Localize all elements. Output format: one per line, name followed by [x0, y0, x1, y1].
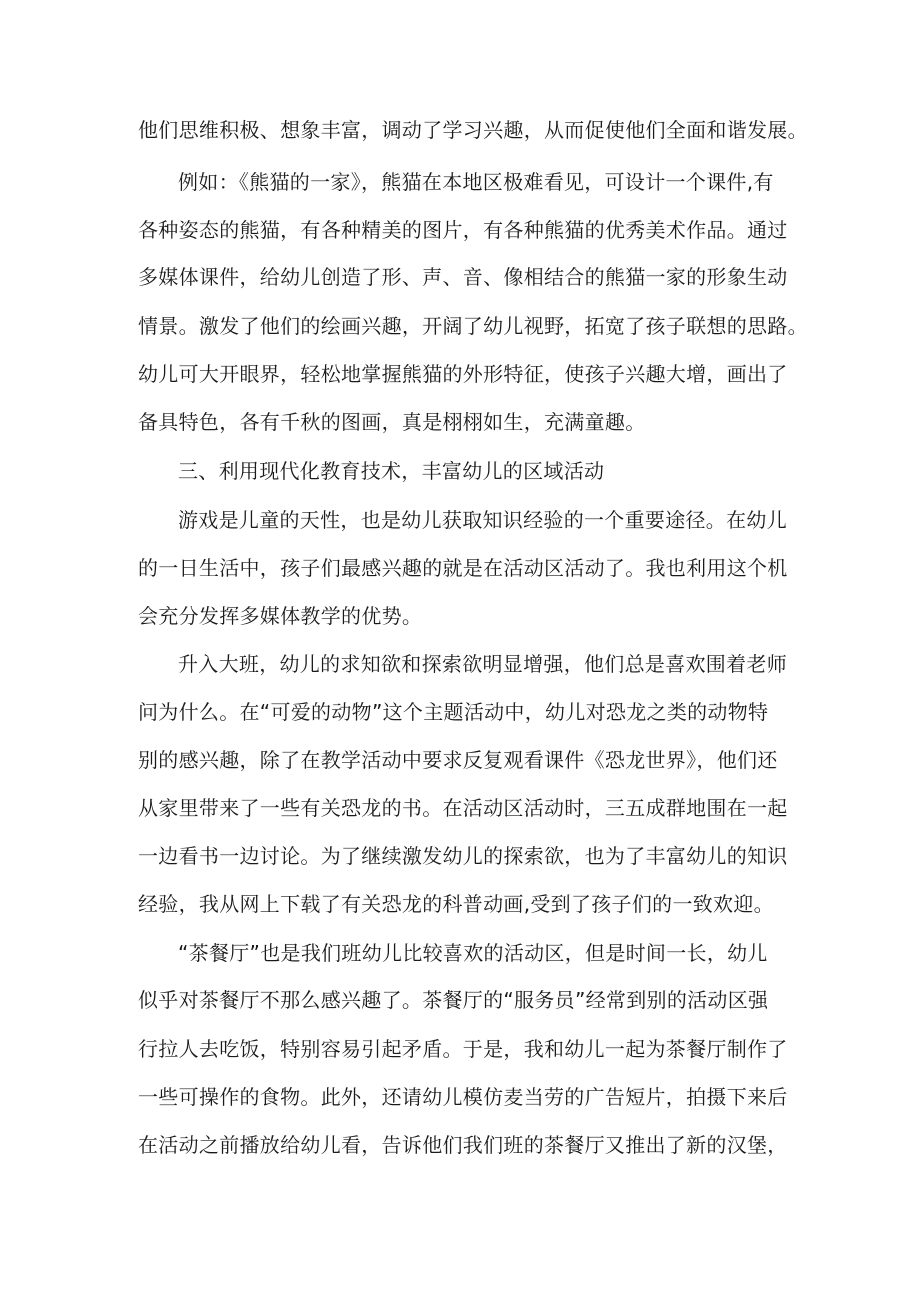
text-line: 似乎对茶餐厅不那么感兴趣了。茶餐厅的“服务员”经常到别的活动区强 — [138, 988, 769, 1012]
text-line: 别的感兴趣，除了在教学活动中要求反复观看课件《恐龙世界》，他们还 — [138, 748, 778, 772]
text-line: 经验，我从网上下载了有关恐龙的科普动画,受到了孩子们的一致欢迎。 — [138, 892, 774, 916]
text-line: 各种姿态的熊猫，有各种精美的图片，有各种熊猫的优秀美术作品。通过 — [138, 218, 788, 242]
text-line: 行拉人去吃饭，特别容易引起矛盾。于是，我和幼儿一起为茶餐厅制作了 — [138, 1037, 788, 1061]
text-line: “茶餐厅”也是我们班幼儿比较喜欢的活动区，但是时间一长，幼儿 — [178, 941, 768, 965]
text-line: 例如：《熊猫的一家》，熊猫在本地区极难看见，可设计一个课件,有 — [178, 170, 774, 194]
text-line: 备具特色，各有千秋的图画，真是栩栩如生，充满童趣。 — [138, 410, 646, 434]
text-line: 多媒体课件，给幼儿创造了形、声、音、像相结合的熊猫一家的形象生动 — [138, 265, 788, 289]
text-line: 会充分发挥多媒体教学的优势。 — [138, 604, 423, 628]
text-line: 问为什么。在“可爱的动物”这个主题活动中，幼儿对恐龙之类的动物特 — [138, 700, 769, 724]
text-line: 一些可操作的食物。此外，还请幼儿模仿麦当劳的广告短片，拍摄下来后 — [138, 1085, 788, 1109]
text-line: 在活动之前播放给幼儿看，告诉他们我们班的茶餐厅又推出了新的汉堡， — [138, 1133, 788, 1157]
text-line: 的一日生活中，孩子们最感兴趣的就是在活动区活动了。我也利用这个机 — [138, 556, 788, 580]
text-line: 幼儿可大开眼界，轻松地掌握熊猫的外形特征，使孩子兴趣大增，画出了 — [138, 362, 788, 386]
text-line: 从家里带来了一些有关恐龙的书。在活动区活动时，三五成群地围在一起 — [138, 796, 788, 820]
text-line: 游戏是儿童的天性，也是幼儿获取知识经验的一个重要途径。在幼儿 — [178, 508, 787, 532]
text-line: 情景。激发了他们的绘画兴趣，开阔了幼儿视野，拓宽了孩子联想的思路。 — [138, 314, 808, 338]
text-line: 一边看书一边讨论。为了继续激发幼儿的探索欲，也为了丰富幼儿的知识 — [138, 844, 788, 868]
section-heading: 三、利用现代化教育技术，丰富幼儿的区域活动 — [178, 459, 605, 483]
text-line: 升入大班，幼儿的求知欲和探索欲明显增强，他们总是喜欢围着老师 — [178, 652, 787, 676]
text-line: 他们思维积极、想象丰富，调动了学习兴趣，从而促使他们全面和谐发展。 — [138, 118, 808, 142]
